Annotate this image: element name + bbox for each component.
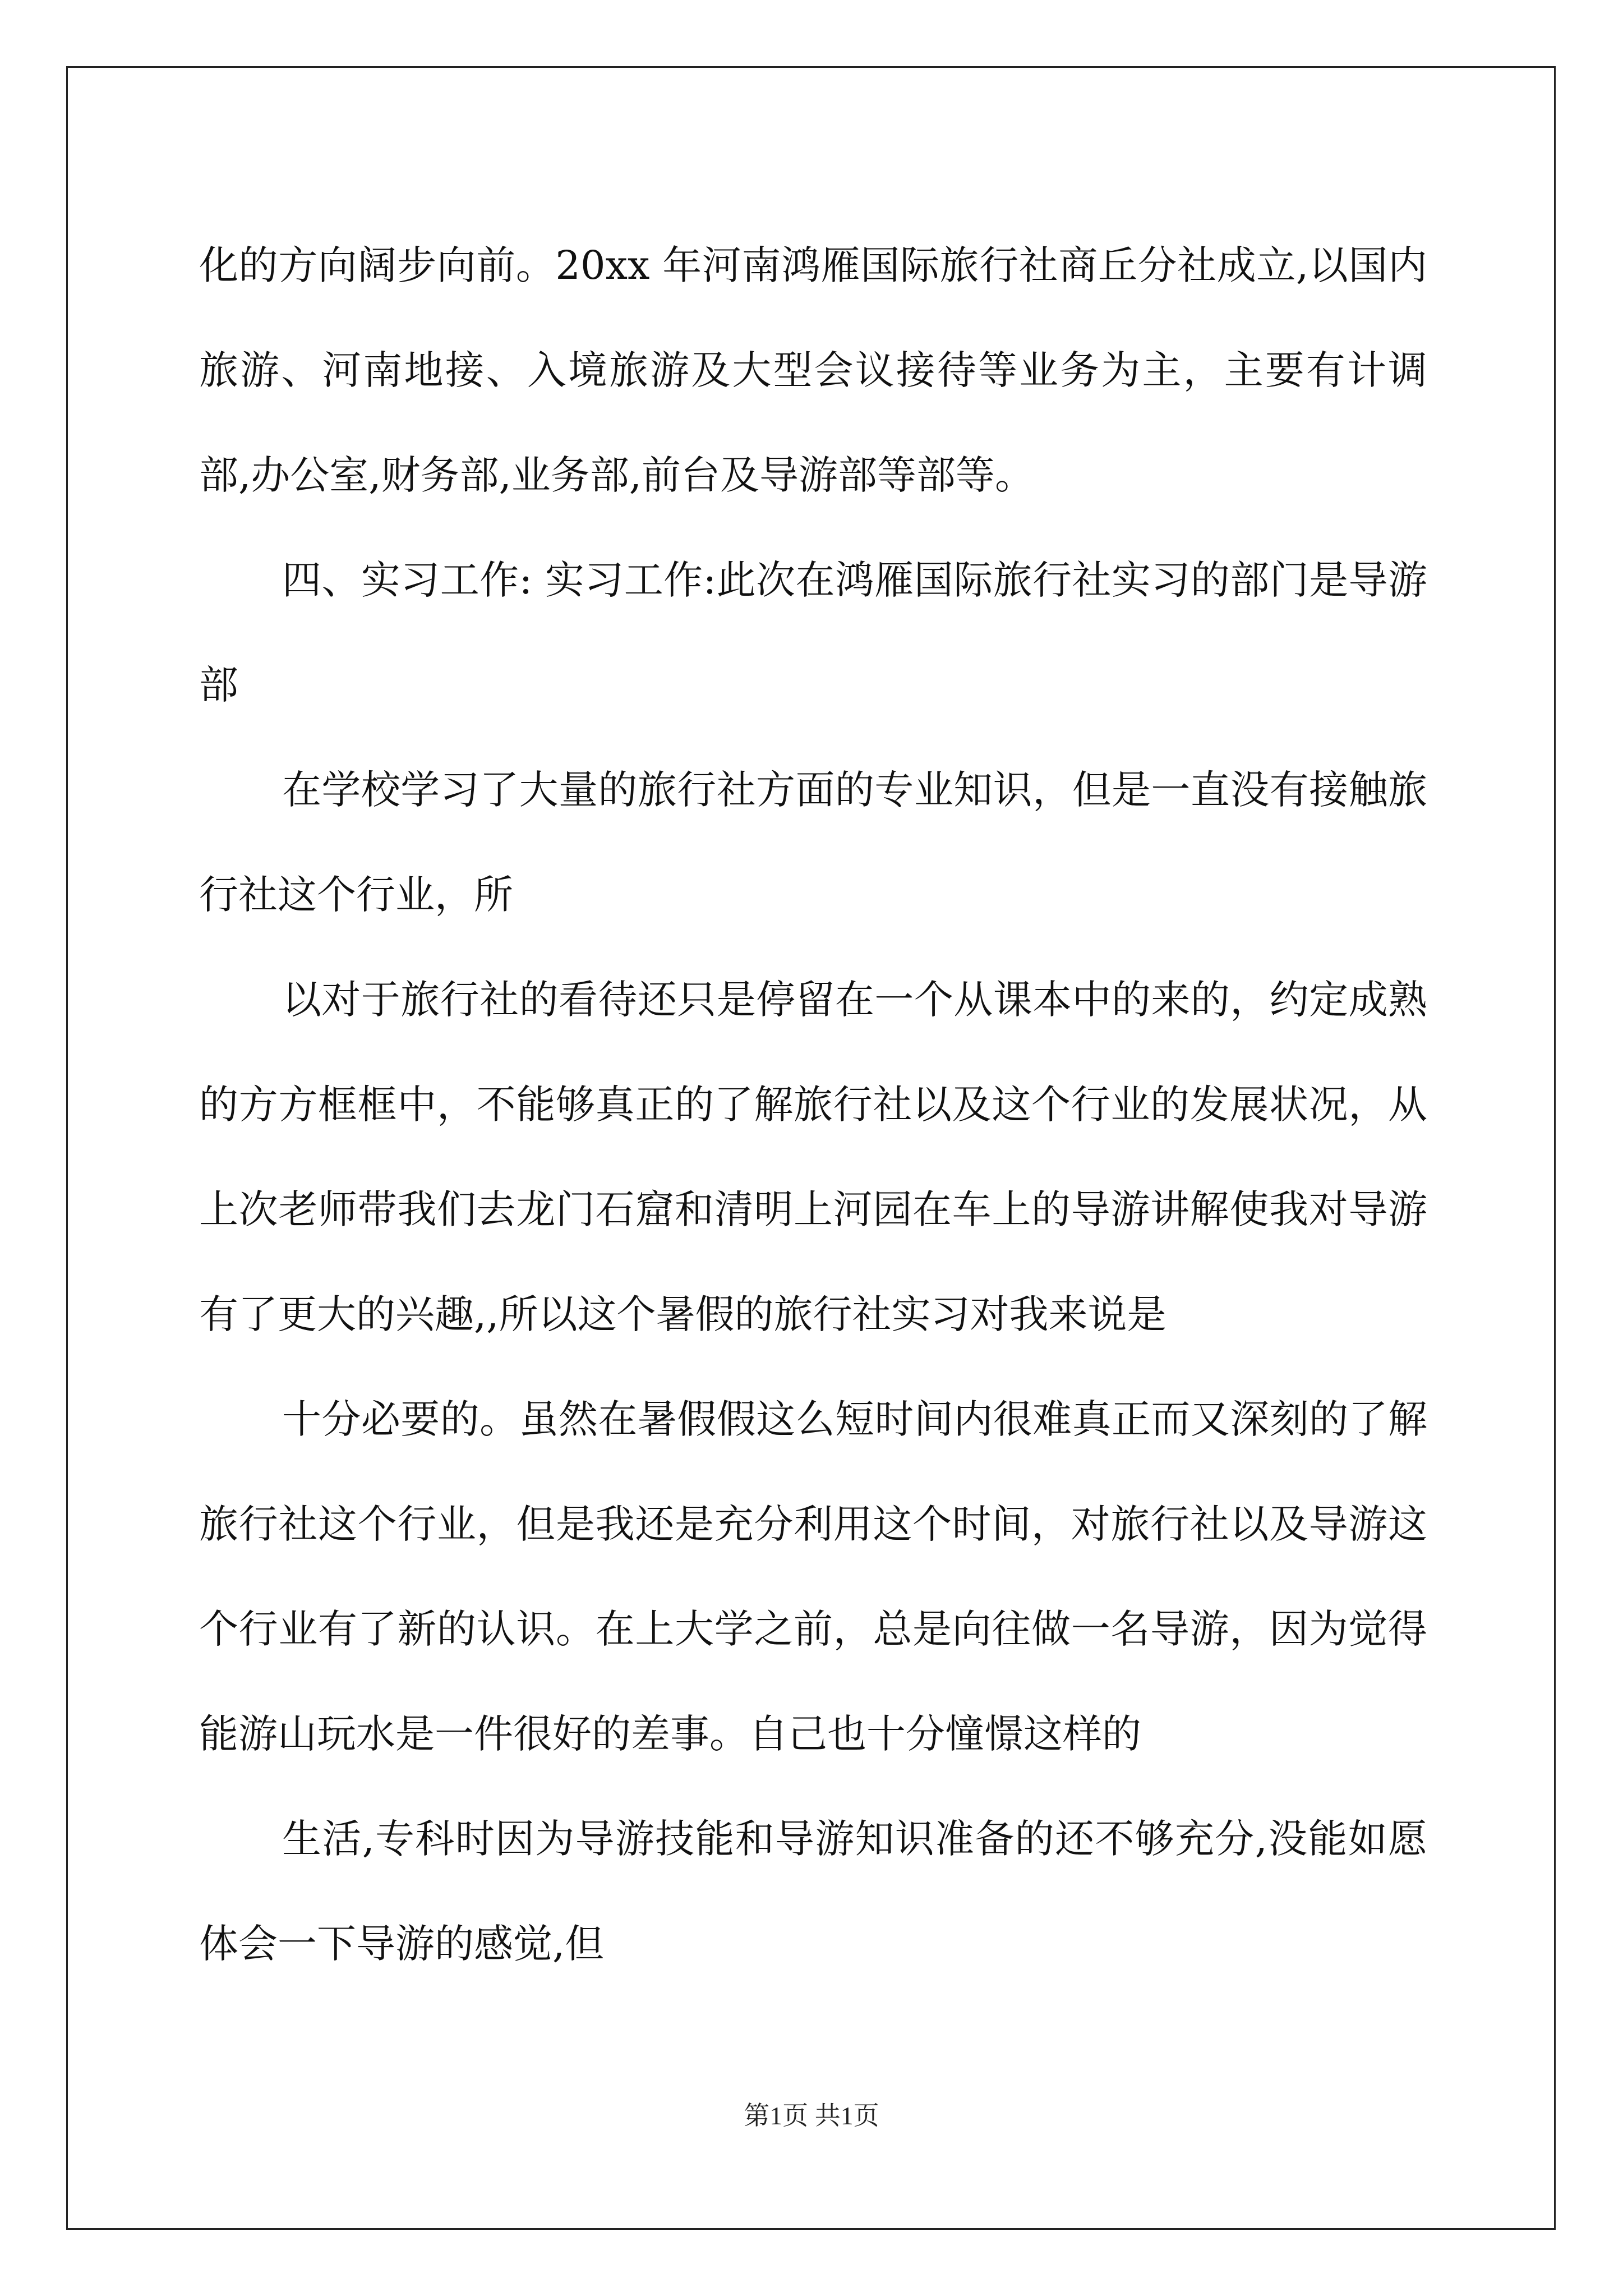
paragraph-5: 十分必要的。虽然在暑假假这么短时间内很难真正而又深刻的了解旅行社这个行业，但是我还是充分利用这个时间，对旅行社以及导游这个行业有了新的认识。在上大学之前，总是向往做一名导游，因为觉得能游山玩水是一件很好的差事。自己也十分憧憬这样的 [199,1396,1427,1757]
paragraph-6: 生活,专科时因为导游技能和导游知识准备的还不够充分,没能如愿体会一下导游的感觉,但 [199,1816,1427,1967]
paragraph-4: 以对于旅行社的看待还只是停留在一个从课本中的来的，约定成熟的方方框框中，不能够真正的了解旅行社以及这个行业的发展状况，从上次老师带我们去龙门石窟和清明上河园在车上的导游讲解使我对导游有了更大的兴趣,,所以这个暑假的旅行社实习对我来说是 [199,977,1427,1337]
page-footer: 第1页 共1页 [744,2101,879,2130]
paragraph-2: 四、实习工作: 实习工作:此次在鸿雁国际旅行社实习的部门是导游部 [199,557,1427,708]
paragraph-3: 在学校学习了大量的旅行社方面的专业知识，但是一直没有接触旅行社这个行业，所 [199,767,1427,918]
paragraph-1: 化的方向阔步向前。20xx 年河南鸿雁国际旅行社商丘分社成立,以国内旅游、河南地接、入境旅游及大型会议接待等业务为主，主要有计调部,办公室,财务部,业务部,前台及导游部等部等。 [199,242,1427,498]
document-body [199,213,1427,1996]
